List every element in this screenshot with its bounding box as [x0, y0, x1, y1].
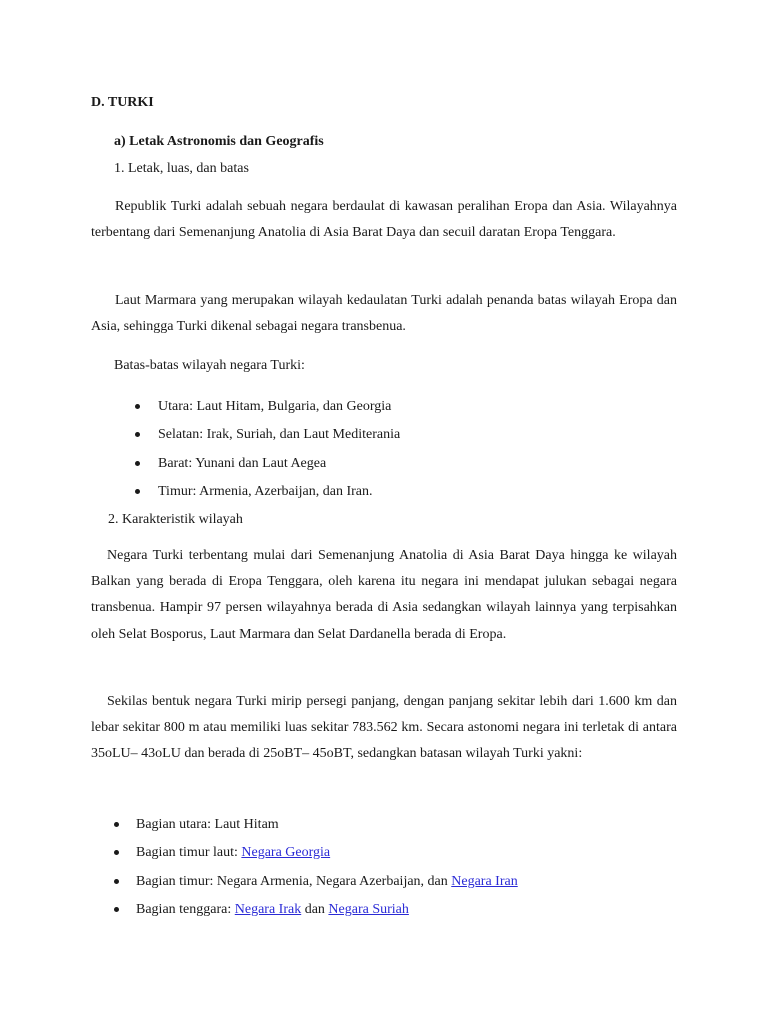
bullet-dot — [114, 907, 119, 912]
numbered-item-1: 1. Letak, luas, dan batas — [114, 161, 249, 176]
list-item-text: Bagian timur: Negara Armenia, Negara Azerbaijan, dan — [136, 874, 452, 889]
link-negara-irak[interactable]: Negara Irak — [234, 902, 302, 917]
list-item-text: dan — [301, 902, 329, 917]
numbered-item-2: 2. Karakteristik wilayah — [108, 512, 243, 527]
bullet-dot — [135, 461, 140, 466]
list-item-southeast — [136, 901, 409, 919]
list-item: Timur: Armenia, Azerbaijan, dan Iran. — [158, 484, 373, 499]
borders-intro: Batas-batas wilayah negara Turki: — [114, 358, 305, 373]
bullet-dot — [114, 850, 119, 855]
bullet-dot — [114, 822, 119, 827]
list-item-northeast — [136, 844, 330, 862]
list-item: Barat: Yunani dan Laut Aegea — [158, 456, 327, 471]
section-heading: D. TURKI — [91, 95, 154, 110]
paragraph-bentuk-negara: Sekilas bentuk negara Turki mirip persegi panjang, dengan panjang sekitar lebih dari 1.600 km dan lebar sekitar 800 m atau memiliki luas sekitar 783.562 km. Secara astonomi negara ini terletak di antara 35oLU– 43oLU dan berada di 25oBT– 45oBT, sedangkan batasan wilayah Turki yakni: — [91, 694, 677, 762]
list-item-north: Bagian utara: Laut Hitam — [136, 817, 279, 832]
list-item-text: Bagian tenggara: — [136, 902, 235, 917]
bullet-dot — [114, 879, 119, 884]
link-negara-georgia[interactable]: Negara Georgia — [241, 845, 331, 860]
paragraph-republik-turki: Republik Turki adalah sebuah negara berdaulat di kawasan peralihan Eropa dan Asia. Wilayahnya terbentang dari Semenanjung Anatolia di Asia Barat Daya dan secuil daratan Eropa Tenggara. — [91, 199, 677, 241]
link-negara-suriah[interactable]: Negara Suriah — [328, 902, 409, 917]
list-item-east — [136, 873, 518, 891]
list-item: Selatan: Irak, Suriah, dan Laut Mediterania — [158, 427, 401, 442]
link-negara-iran[interactable]: Negara Iran — [451, 874, 518, 889]
bullet-dot — [135, 489, 140, 494]
list-item: Utara: Laut Hitam, Bulgaria, dan Georgia — [158, 399, 392, 414]
paragraph-laut-marmara: Laut Marmara yang merupakan wilayah kedaulatan Turki adalah penanda batas wilayah Eropa dan Asia, sehingga Turki dikenal sebagai negara transbenua. — [91, 293, 677, 335]
subheading-letak-astronomis: a) Letak Astronomis dan Geografis — [114, 134, 324, 149]
paragraph-karakteristik: Negara Turki terbentang mulai dari Semenanjung Anatolia di Asia Barat Daya hingga ke wilayah Balkan yang berada di Eropa Tenggara, oleh karena itu negara ini mendapat julukan sebagai negara transbenua. Hampir 97 persen wilayahnya berada di Asia sedangkan wilayah lainnya yang terpisahkan oleh Selat Bosporus, Laut Marmara dan Selat Dardanella berada di Eropa. — [91, 548, 677, 642]
bullet-dot — [135, 404, 140, 409]
bullet-dot — [135, 432, 140, 437]
list-item-text: Bagian timur laut: — [136, 845, 242, 860]
